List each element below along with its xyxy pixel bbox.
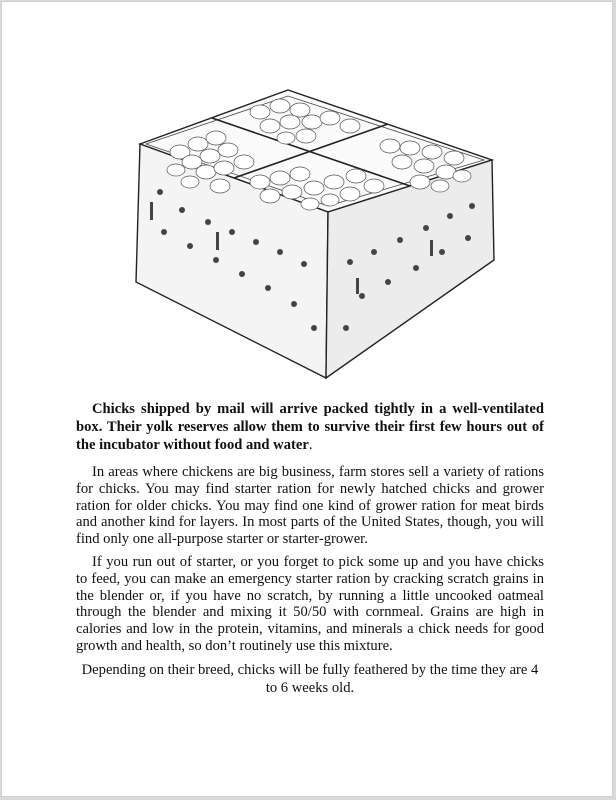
sidebar-note: Depending on their breed, chicks will be fully feathered by the time they are 4 to 6 weeks old.: [81, 662, 539, 696]
figure-caption: [76, 400, 544, 454]
chick-box-illustration: [120, 82, 502, 382]
paragraph: If you run out of starter, or you forget to pick some up and you have chicks to feed, you can make an emergency starter ration by cracking scratch grains in the blender or, if you have no scratch, by running a little uncooked oatmeal through the blender and mixing it 50/50 with cornmeal. Grains are high in calories and low in the protein, vitamins, and minerals a chick needs for good growth and health, so don’t routinely use this mixture.: [76, 553, 544, 654]
document-page: [1, 1, 613, 797]
paragraph: In areas where chickens are big business, farm stores sell a variety of rations for chicks. You may find starter ration for newly hatched chicks and grower ration for older chicks. You may find one kind of grower ration for meat birds and another kind for layers. In most parts of the United States, though, you will find only one all-purpose starter or starter-grower.: [76, 464, 544, 548]
figure-caption-end: .: [308, 437, 313, 453]
body-text: [76, 464, 544, 661]
figure-caption-text: Chicks shipped by mail will arrive packed tightly in a well-ventilated box. Their yolk reserves allow them to survive their first few hours out of the incubator without food and water: [76, 401, 544, 453]
